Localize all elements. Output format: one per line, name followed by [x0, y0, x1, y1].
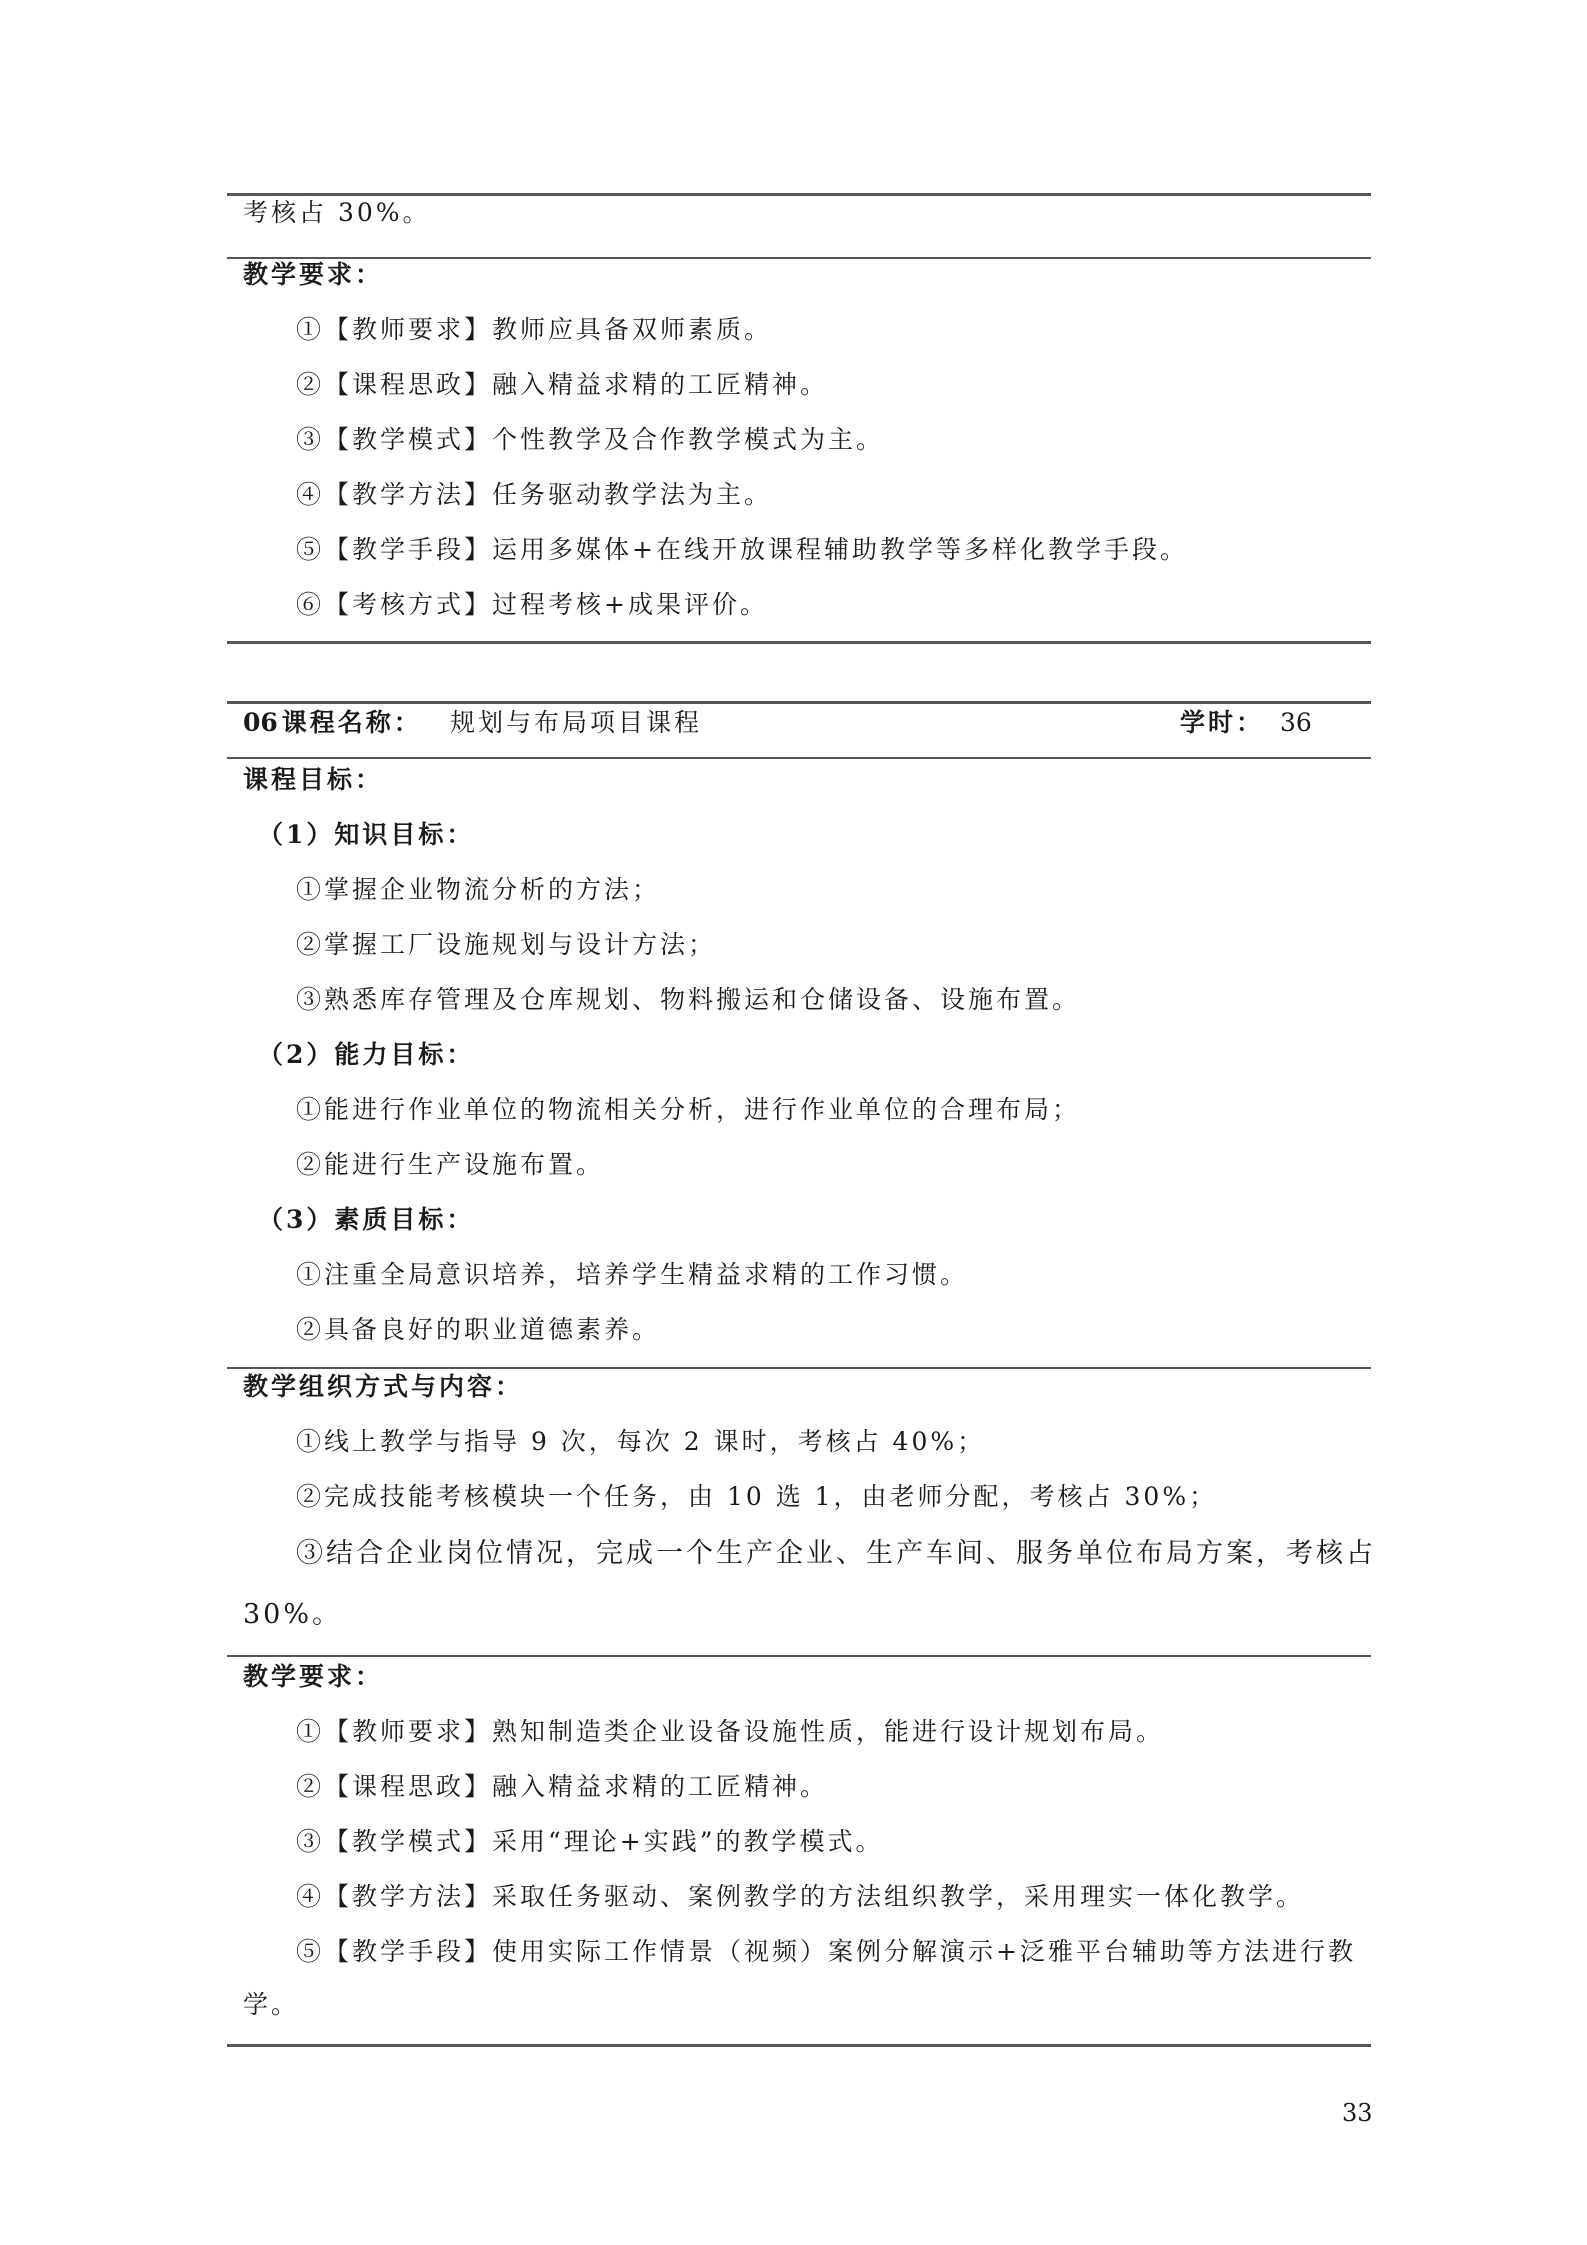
requirement-item: ⑥【考核方式】过程考核+成果评价。	[296, 590, 768, 619]
organization-item: ①线上教学与指导 9 次，每次 2 课时，考核占 40%；	[296, 1427, 986, 1456]
organization-item: ②完成技能考核模块一个任务，由 10 选 1，由老师分配，考核占 30%；	[296, 1482, 1218, 1511]
organization-item-continued: 30%。	[243, 1599, 343, 1630]
row-divider	[227, 1367, 1371, 1369]
goals-heading: 课程目标：	[243, 765, 384, 794]
ability-item: ①能进行作业单位的物流相关分析，进行作业单位的合理布局；	[296, 1095, 1081, 1124]
requirement-item: ④【教学方法】采取任务驱动、案例教学的方法组织教学，采用理实一体化教学。	[296, 1882, 1305, 1911]
knowledge-heading: （1）知识目标：	[258, 820, 475, 849]
requirements-heading: 教学要求：	[243, 260, 384, 289]
requirement-item: ②【课程思政】融入精益求精的工匠精神。	[296, 370, 829, 399]
requirement-item: ②【课程思政】融入精益求精的工匠精神。	[296, 1772, 829, 1801]
row-divider	[227, 1655, 1371, 1657]
course-hours-label: 学时：	[1180, 708, 1265, 737]
quality-item: ①注重全局意识培养，培养学生精益求精的工作习惯。	[296, 1260, 969, 1289]
course-table-bottom-border	[227, 2044, 1371, 2047]
course-header	[243, 706, 1353, 740]
organization-heading: 教学组织方式与内容：	[243, 1372, 524, 1401]
row-divider	[227, 757, 1371, 759]
course-name-label: 课程名称：	[281, 708, 422, 737]
requirement-item-continued: 学。	[243, 1990, 300, 2019]
requirement-item: ⑤【教学手段】运用多媒体+在线开放课程辅助教学等多样化教学手段。	[296, 535, 1188, 564]
row-divider	[227, 257, 1371, 259]
ability-heading: （2）能力目标：	[258, 1040, 475, 1069]
course-table-top-border	[227, 701, 1371, 704]
course-number: 06	[243, 708, 278, 737]
course-name: 规划与布局项目课程	[450, 708, 703, 737]
page-number: 33	[1342, 2099, 1373, 2127]
knowledge-item: ②掌握工厂设施规划与设计方法；	[296, 930, 717, 959]
requirement-item: ①【教师要求】熟知制造类企业设备设施性质，能进行设计规划布局。	[296, 1717, 1165, 1746]
knowledge-item: ③熟悉库存管理及仓库规划、物料搬运和仓储设备、设施布置。	[296, 985, 1081, 1014]
table-bottom-border	[227, 641, 1371, 644]
ability-item: ②能进行生产设施布置。	[296, 1150, 605, 1179]
knowledge-item: ①掌握企业物流分析的方法；	[296, 875, 661, 904]
requirement-item: ③【教学模式】个性教学及合作教学模式为主。	[296, 425, 885, 454]
continued-text: 考核占 30%。	[243, 198, 431, 227]
requirement-item: ③【教学模式】采用“理论+实践”的教学模式。	[296, 1827, 884, 1856]
requirement-item: ⑤【教学手段】使用实际工作情景（视频）案例分解演示+泛雅平台辅助等方法进行教	[296, 1937, 1356, 1966]
requirement-item: ④【教学方法】任务驱动教学法为主。	[296, 480, 773, 509]
quality-item: ②具备良好的职业道德素养。	[296, 1315, 661, 1344]
requirements-heading: 教学要求：	[243, 1662, 384, 1691]
requirement-item: ①【教师要求】教师应具备双师素质。	[296, 315, 773, 344]
course-hours: 36	[1280, 708, 1312, 737]
organization-item: ③结合企业岗位情况，完成一个生产企业、生产车间、服务单位布局方案，考核占	[296, 1538, 1376, 1569]
quality-heading: （3）素质目标：	[258, 1205, 475, 1234]
